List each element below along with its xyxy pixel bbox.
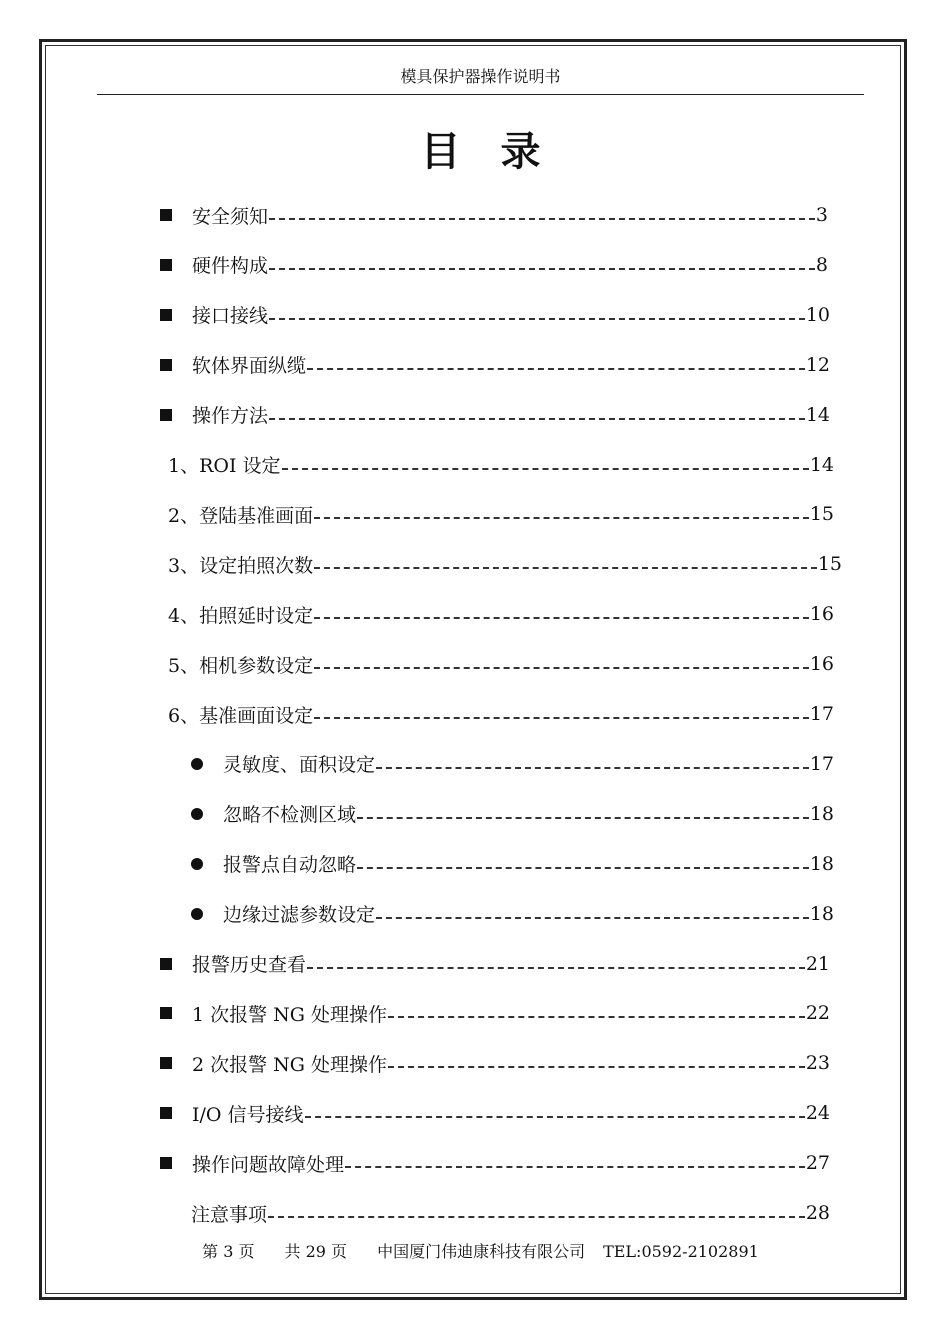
toc-entry-label: 接口接线 — [192, 305, 269, 328]
square-bullet-icon — [160, 1157, 172, 1169]
square-bullet-icon — [160, 1057, 172, 1069]
toc-entry-label: 软体界面纵缆 — [192, 355, 307, 378]
toc-leader-dashes — [269, 218, 815, 220]
dot-bullet-icon — [191, 858, 203, 870]
toc-leader-dashes — [345, 1166, 805, 1168]
toc-entry[interactable] — [160, 999, 830, 1027]
toc-entry-label: 5、相机参数设定 — [168, 654, 314, 677]
toc-entry[interactable] — [168, 600, 834, 628]
toc-entry-label: 注意事项 — [191, 1203, 268, 1226]
dot-bullet-icon — [191, 908, 203, 920]
toc-entry-page: 17 — [809, 752, 834, 775]
toc-leader-dashes — [305, 1116, 805, 1118]
toc-entry-label: 4、拍照延时设定 — [168, 604, 314, 627]
toc-leader-dashes — [314, 667, 809, 669]
toc-entry[interactable] — [160, 251, 828, 279]
toc-entry[interactable] — [168, 650, 834, 678]
toc-leader-dashes — [269, 268, 815, 270]
page-footer — [97, 1242, 864, 1262]
square-bullet-icon — [160, 359, 172, 371]
square-bullet-icon — [160, 259, 172, 271]
page-title: 目录 — [420, 128, 581, 175]
toc-leader-dashes — [269, 418, 805, 420]
toc-leader-dashes — [376, 917, 809, 919]
toc-entry[interactable] — [191, 800, 834, 828]
toc-leader-dashes — [357, 817, 809, 819]
toc-entry-label: 1 次报警 NG 处理操作 — [192, 1003, 388, 1026]
toc-entry-label: 操作问题故障处理 — [192, 1153, 345, 1176]
toc-entry-label: 3、设定拍照次数 — [168, 554, 314, 577]
toc-entry-page: 18 — [809, 852, 834, 875]
dot-bullet-icon — [191, 808, 203, 820]
toc-entry-page: 14 — [805, 403, 830, 426]
toc-entry-page: 10 — [805, 303, 830, 326]
toc-leader-dashes — [314, 567, 817, 569]
toc-entry-page: 21 — [805, 952, 830, 975]
toc-entry-label: 2 次报警 NG 处理操作 — [192, 1053, 388, 1076]
toc-entry[interactable] — [191, 900, 834, 928]
toc-entry[interactable] — [160, 1049, 830, 1077]
footer-company: 中国厦门伟迪康科技有限公司 — [377, 1242, 586, 1261]
toc-entry-page: 16 — [809, 603, 834, 626]
toc-entry[interactable] — [168, 451, 834, 479]
toc-leader-dashes — [268, 1216, 805, 1218]
toc-entry-page: 16 — [809, 653, 834, 676]
square-bullet-icon — [160, 1107, 172, 1119]
toc-entry-label: 忽略不检测区域 — [223, 804, 357, 827]
square-bullet-icon — [160, 309, 172, 321]
footer-page-total: 共 29 页 — [284, 1242, 348, 1261]
toc-entry-page: 15 — [809, 503, 834, 526]
toc-entry-label: I/O 信号接线 — [192, 1103, 304, 1126]
header-rule — [97, 94, 864, 95]
toc-entry-label: 报警历史查看 — [192, 954, 307, 976]
square-bullet-icon — [160, 409, 172, 421]
toc-entry-page: 12 — [805, 353, 830, 376]
square-bullet-icon — [160, 1007, 172, 1019]
toc-entry-page: 14 — [809, 453, 834, 476]
toc-leader-dashes — [307, 368, 805, 370]
toc-entry-label: 硬件构成 — [192, 255, 269, 278]
toc-entry-label: 报警点自动忽略 — [223, 854, 357, 877]
toc-entry-label: 1、ROI 设定 — [168, 455, 281, 477]
toc-entry-page: 23 — [805, 1052, 830, 1075]
dot-bullet-icon — [191, 758, 203, 770]
toc-entry[interactable] — [191, 1199, 830, 1227]
toc-entry-label: 边缘过滤参数设定 — [223, 904, 376, 927]
running-header: 模具保护器操作说明书 — [400, 67, 561, 86]
toc-entry[interactable] — [160, 401, 830, 429]
toc-entry[interactable] — [160, 201, 828, 229]
toc-entry-label: 2、登陆基准画面 — [168, 504, 314, 527]
toc-entry[interactable] — [160, 950, 830, 978]
toc-leader-dashes — [388, 1066, 805, 1068]
toc-entry[interactable] — [160, 1099, 830, 1127]
toc-entry-page: 28 — [805, 1202, 830, 1224]
toc-leader-dashes — [307, 967, 805, 969]
square-bullet-icon — [160, 958, 172, 970]
toc-entry-page: 8 — [815, 253, 828, 276]
footer-page-current: 第 3 页 — [202, 1242, 255, 1261]
toc-leader-dashes — [314, 517, 809, 519]
toc-entry-page: 24 — [805, 1102, 830, 1125]
toc-entry-page: 27 — [805, 1152, 830, 1175]
toc-entry-page: 18 — [809, 902, 834, 925]
toc-leader-dashes — [269, 318, 805, 320]
toc-leader-dashes — [388, 1016, 805, 1018]
toc-entry[interactable] — [168, 700, 834, 728]
toc-entry-label: 操作方法 — [192, 405, 269, 428]
toc-entry-label: 灵敏度、面积设定 — [223, 754, 376, 777]
toc-entry[interactable] — [168, 550, 842, 578]
toc-leader-dashes — [314, 717, 809, 719]
toc-entry[interactable] — [160, 301, 830, 329]
toc-entry[interactable] — [160, 351, 830, 379]
toc-entry-label: 安全须知 — [192, 205, 269, 228]
toc-entry[interactable] — [191, 850, 834, 878]
toc-entry[interactable] — [191, 750, 834, 778]
toc-entry-label: 6、基准画面设定 — [168, 704, 314, 727]
toc-leader-dashes — [357, 867, 809, 869]
toc-entry-page: 17 — [809, 703, 834, 725]
square-bullet-icon — [160, 209, 172, 221]
toc-entry-page: 15 — [817, 553, 842, 576]
toc-leader-dashes — [376, 767, 809, 769]
toc-leader-dashes — [282, 468, 809, 470]
toc-entry-page: 18 — [809, 802, 834, 825]
footer-tel: TEL:0592-2102891 — [603, 1242, 759, 1261]
toc-entry[interactable] — [168, 500, 834, 528]
toc-entry[interactable] — [160, 1149, 830, 1177]
toc-leader-dashes — [314, 617, 809, 619]
toc-entry-page: 22 — [805, 1002, 830, 1025]
toc-entry-page: 3 — [815, 204, 828, 226]
